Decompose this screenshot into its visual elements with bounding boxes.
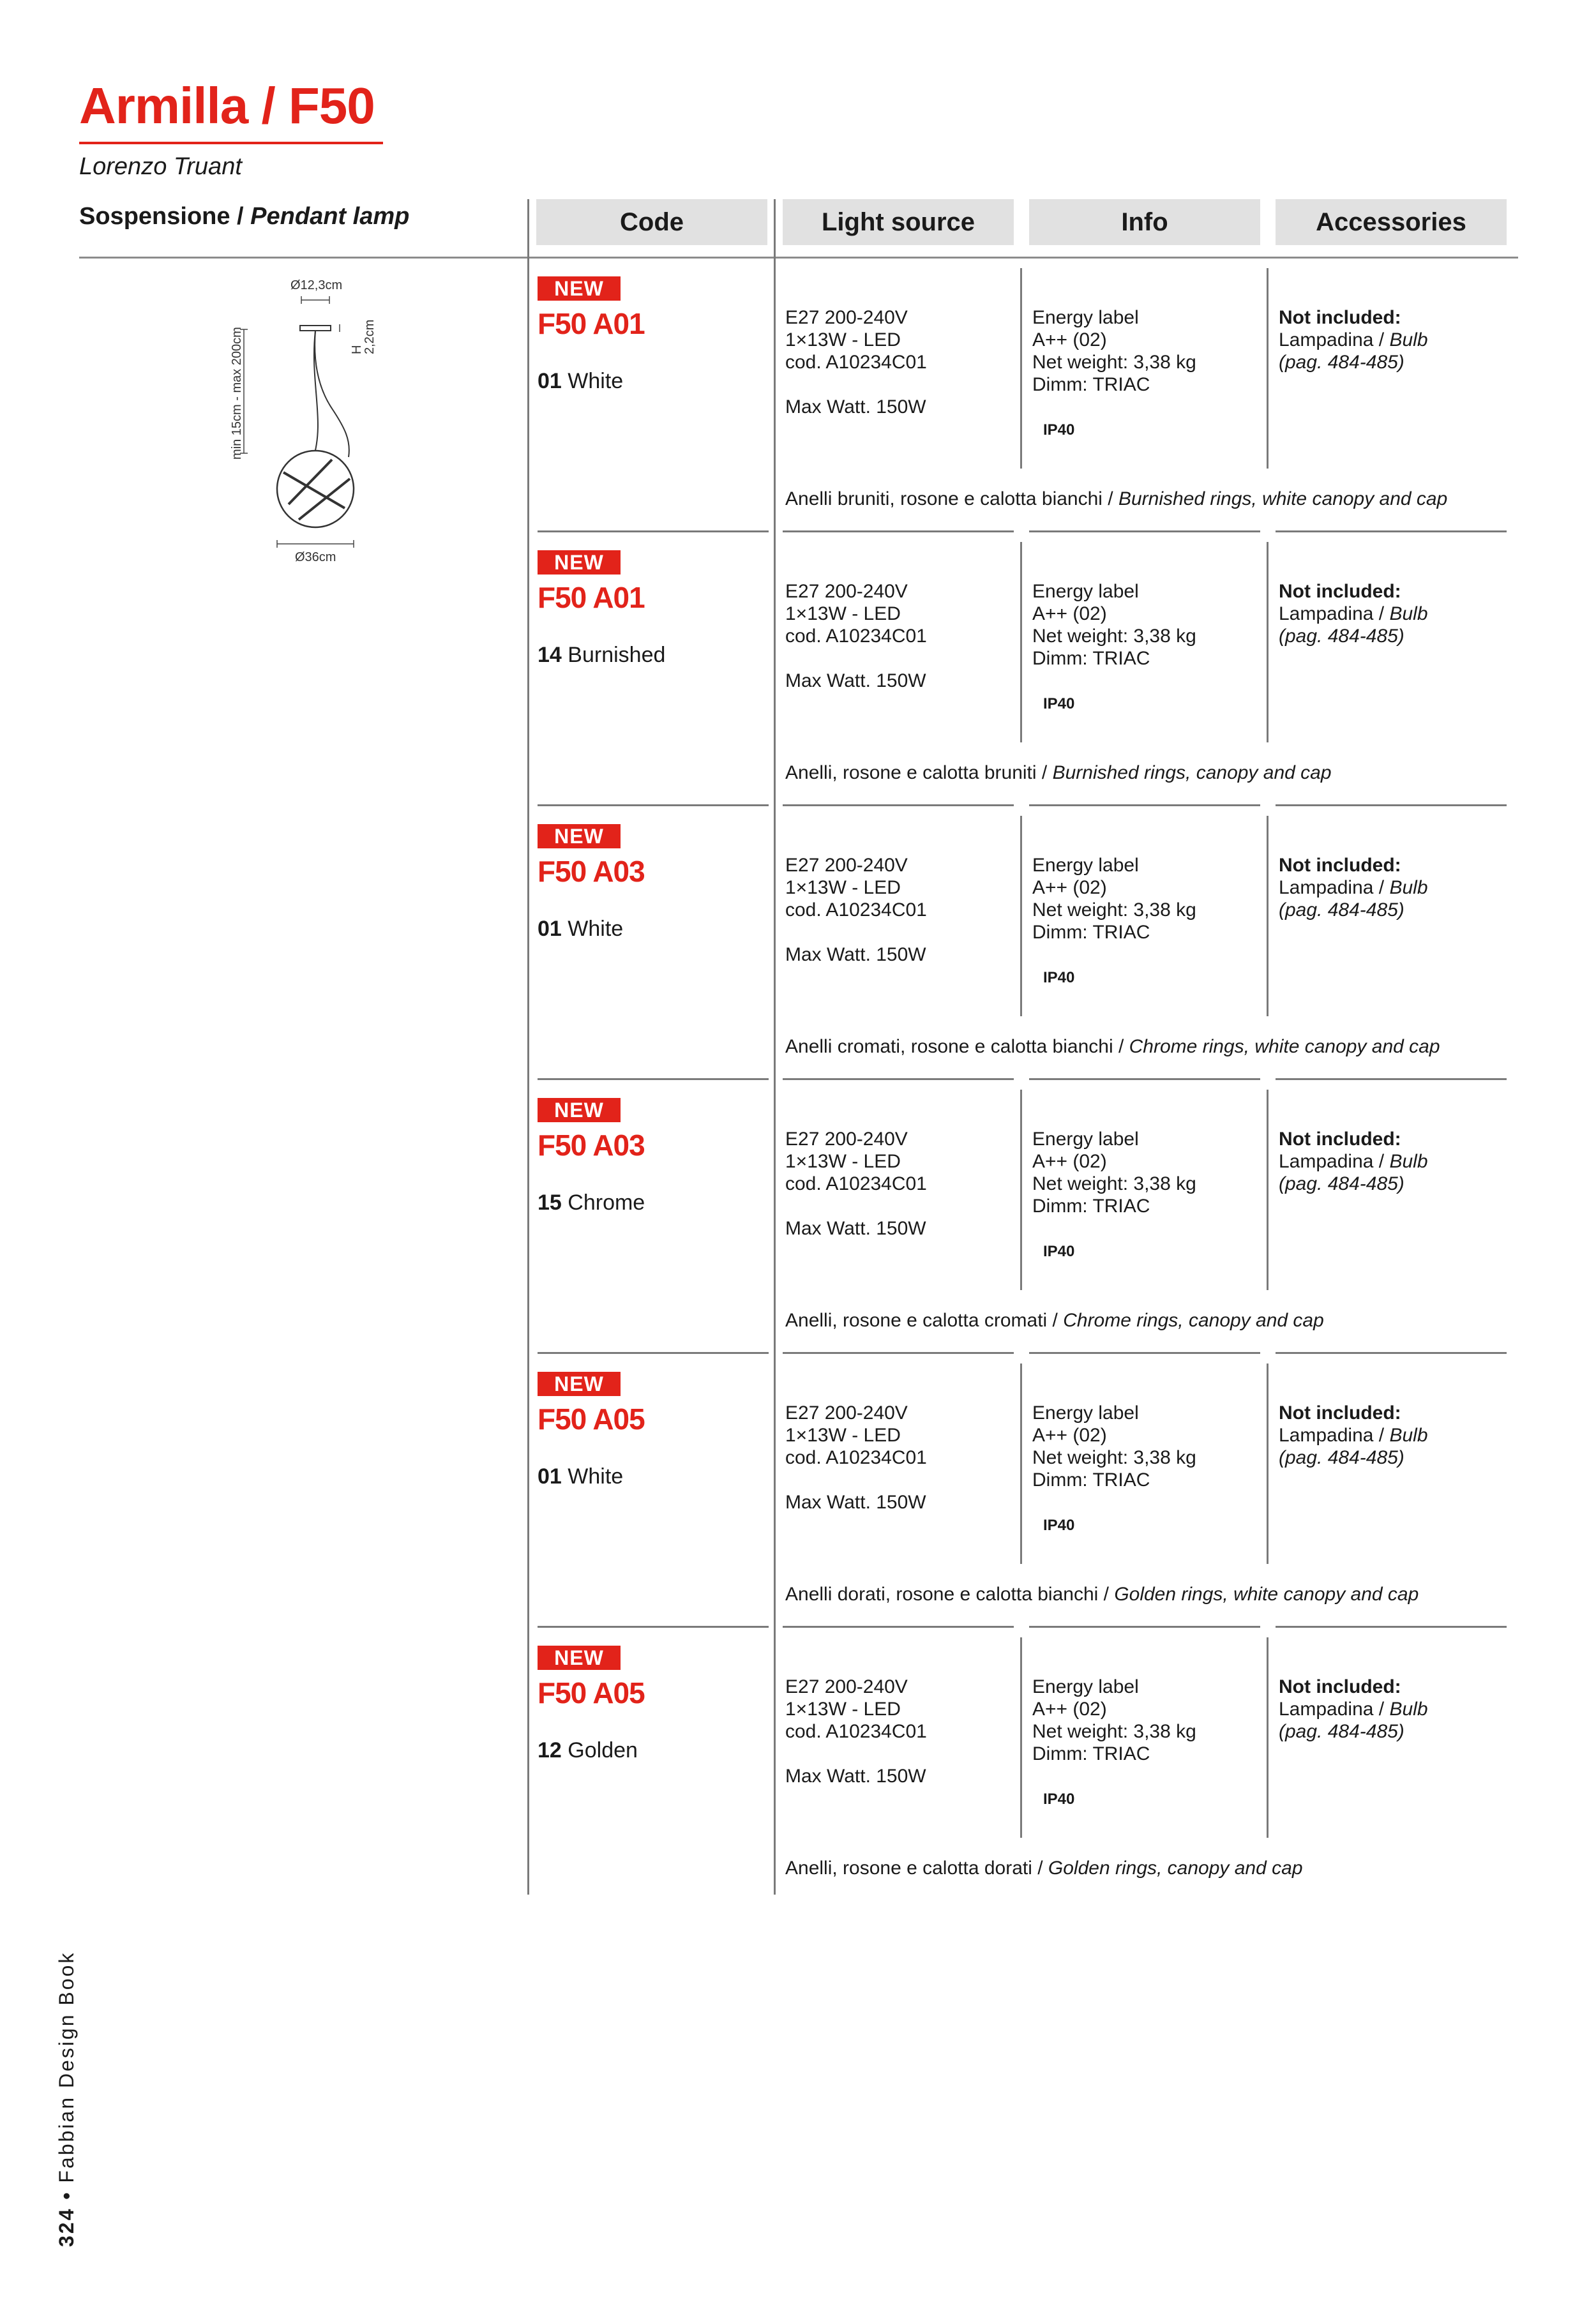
product-type-it: Sospensione /	[79, 203, 251, 230]
column-divider-3	[1020, 268, 1022, 469]
accessories-page: (pag. 484-485)	[1279, 1447, 1404, 1468]
new-badge: NEW	[538, 1646, 621, 1670]
finish	[538, 643, 665, 668]
finish-name: White	[568, 369, 624, 393]
row-separator	[783, 530, 1014, 532]
new-badge: NEW	[538, 276, 621, 301]
accessories-bulb-en: Bulb	[1389, 603, 1428, 624]
info-line: A++ (02)	[1032, 877, 1107, 898]
row-description	[785, 762, 1332, 784]
product-code: F50 A05	[538, 1402, 645, 1436]
light-source-line: E27 200-240V	[785, 307, 908, 328]
row-separator	[783, 1352, 1014, 1354]
info-line: A++ (02)	[1032, 1425, 1107, 1446]
finish-number: 01	[538, 369, 562, 393]
description-en: Burnished rings, canopy and cap	[1052, 762, 1332, 783]
light-source-line: cod. A10234C01	[785, 1447, 927, 1468]
row-description	[785, 1857, 1303, 1879]
row-separator	[1029, 1078, 1260, 1080]
light-source-line: 1×13W - LED	[785, 329, 901, 350]
title-underline	[79, 142, 383, 144]
finish	[538, 1738, 638, 1763]
ip-rating: IP40	[1043, 1791, 1075, 1808]
accessories-page: (pag. 484-485)	[1279, 1721, 1404, 1742]
row-separator	[1276, 1352, 1507, 1354]
column-divider-4	[1267, 268, 1269, 469]
info-line: Energy label	[1032, 1402, 1139, 1424]
row-separator	[783, 804, 1014, 806]
info-line: Dimm: TRIAC	[1032, 1469, 1150, 1491]
accessories-title: Not included:	[1279, 1676, 1401, 1697]
accessories-bulb-it: Lampadina /	[1279, 603, 1390, 624]
accessories-bulb-it: Lampadina /	[1279, 329, 1390, 350]
light-source-line: 1×13W - LED	[785, 1151, 901, 1172]
dim-sphere: Ø36cm	[295, 550, 336, 564]
light-source-line: E27 200-240V	[785, 855, 908, 876]
column-divider-3	[1020, 816, 1022, 1016]
accessories-bulb-en: Bulb	[1389, 1425, 1428, 1446]
accessories-bulb	[1279, 603, 1428, 625]
column-header-info: Info	[1029, 199, 1260, 245]
product-code: F50 A03	[538, 1129, 645, 1162]
product-code: F50 A05	[538, 1676, 645, 1709]
ip-rating: IP40	[1043, 1517, 1075, 1534]
accessories-page: (pag. 484-485)	[1279, 899, 1404, 920]
column-divider-3	[1020, 1090, 1022, 1290]
footer-bullet: •	[55, 2183, 78, 2207]
description-it: Anelli bruniti, rosone e calotta bianchi /	[785, 488, 1118, 509]
accessories-title: Not included:	[1279, 581, 1401, 602]
info-line: Net weight: 3,38 kg	[1032, 1173, 1196, 1194]
book-name: Fabbian Design Book	[55, 1951, 78, 2183]
light-source-line: E27 200-240V	[785, 1676, 908, 1697]
lamp-drawing	[217, 268, 409, 568]
light-source-line: E27 200-240V	[785, 1402, 908, 1424]
finish-name: Golden	[568, 1738, 638, 1762]
row-description	[785, 1035, 1440, 1058]
info-line: A++ (02)	[1032, 1151, 1107, 1172]
product-code: F50 A01	[538, 307, 645, 340]
info-line: Dimm: TRIAC	[1032, 1196, 1150, 1217]
light-source-line: 1×13W - LED	[785, 1425, 901, 1446]
accessories-title: Not included:	[1279, 307, 1401, 328]
accessories-title: Not included:	[1279, 1402, 1401, 1424]
row-separator	[783, 1078, 1014, 1080]
column-header-accessories: Accessories	[1276, 199, 1507, 245]
light-source-line: Max Watt. 150W	[785, 1492, 926, 1513]
new-badge: NEW	[538, 1098, 621, 1122]
column-header-light-source: Light source	[783, 199, 1014, 245]
finish-number: 01	[538, 1464, 562, 1489]
row-separator	[1029, 804, 1260, 806]
product-title: Armilla / F50	[79, 77, 375, 134]
product-code: F50 A01	[538, 581, 645, 614]
row-separator	[1276, 530, 1507, 532]
accessories-page: (pag. 484-485)	[1279, 352, 1404, 373]
description-it: Anelli, rosone e calotta cromati /	[785, 1310, 1064, 1331]
row-separator	[538, 530, 769, 532]
description-it: Anelli cromati, rosone e calotta bianchi /	[785, 1036, 1129, 1057]
light-source-line: Max Watt. 150W	[785, 1766, 926, 1787]
light-source-line: Max Watt. 150W	[785, 670, 926, 691]
row-separator	[538, 1626, 769, 1628]
row-separator	[538, 1078, 769, 1080]
accessories-bulb-it: Lampadina /	[1279, 1151, 1390, 1172]
light-source-line: cod. A10234C01	[785, 1173, 927, 1194]
light-source-line: cod. A10234C01	[785, 899, 927, 920]
finish-name: Chrome	[568, 1191, 645, 1215]
accessories-bulb-it: Lampadina /	[1279, 877, 1390, 898]
column-divider-1	[527, 199, 529, 1895]
dim-height: 2,2cm	[363, 319, 377, 354]
page-footer	[55, 1951, 79, 2247]
info-line: Energy label	[1032, 1676, 1139, 1697]
finish-number: 01	[538, 917, 562, 941]
lamp-drawing-svg	[217, 268, 409, 568]
header-rule	[79, 257, 1518, 259]
finish	[538, 369, 623, 394]
row-separator	[783, 1626, 1014, 1628]
column-divider-3	[1020, 542, 1022, 742]
info-line: A++ (02)	[1032, 1699, 1107, 1720]
column-divider-4	[1267, 1364, 1269, 1564]
info-line: Dimm: TRIAC	[1032, 374, 1150, 395]
accessories-bulb	[1279, 1698, 1428, 1720]
accessories-bulb-en: Bulb	[1389, 329, 1428, 350]
row-separator	[538, 804, 769, 806]
description-en: Burnished rings, white canopy and cap	[1118, 488, 1448, 509]
new-badge: NEW	[538, 824, 621, 848]
row-separator	[1029, 530, 1260, 532]
light-source-line: E27 200-240V	[785, 1129, 908, 1150]
accessories-bulb	[1279, 1150, 1428, 1173]
accessories-bulb-en: Bulb	[1389, 877, 1428, 898]
column-divider-4	[1267, 816, 1269, 1016]
column-divider-3	[1020, 1637, 1022, 1838]
finish-number: 12	[538, 1738, 562, 1762]
accessories-bulb-it: Lampadina /	[1279, 1425, 1390, 1446]
row-description	[785, 1583, 1419, 1605]
finish	[538, 917, 623, 942]
dim-canopy: Ø12,3cm	[290, 278, 343, 292]
accessories-title: Not included:	[1279, 1129, 1401, 1150]
info-line: Dimm: TRIAC	[1032, 922, 1150, 943]
ip-rating: IP40	[1043, 421, 1075, 439]
light-source-line: cod. A10234C01	[785, 1721, 927, 1742]
finish	[538, 1191, 645, 1215]
light-source-line: 1×13W - LED	[785, 877, 901, 898]
info-line: Energy label	[1032, 1129, 1139, 1150]
dim-height-symbol: H	[350, 345, 364, 354]
accessories-bulb	[1279, 1424, 1428, 1446]
dim-cable-length: min 15cm - max 200cm	[230, 327, 244, 460]
light-source-line: Max Watt. 150W	[785, 396, 926, 417]
column-divider-4	[1267, 542, 1269, 742]
light-source-line: Max Watt. 150W	[785, 944, 926, 965]
column-divider-2	[774, 199, 776, 1895]
accessories-page: (pag. 484-485)	[1279, 626, 1404, 647]
description-en: Golden rings, white canopy and cap	[1114, 1584, 1419, 1605]
description-it: Anelli dorati, rosone e calotta bianchi /	[785, 1584, 1115, 1605]
finish-name: White	[568, 917, 624, 941]
finish	[538, 1464, 623, 1489]
column-divider-4	[1267, 1637, 1269, 1838]
row-separator	[1029, 1626, 1260, 1628]
info-line: Net weight: 3,38 kg	[1032, 1721, 1196, 1742]
new-badge: NEW	[538, 550, 621, 575]
description-it: Anelli, rosone e calotta bruniti /	[785, 762, 1053, 783]
ip-rating: IP40	[1043, 969, 1075, 986]
row-separator	[1029, 1352, 1260, 1354]
info-line: A++ (02)	[1032, 603, 1107, 624]
accessories-title: Not included:	[1279, 855, 1401, 876]
info-line: Energy label	[1032, 855, 1139, 876]
accessories-bulb	[1279, 876, 1428, 899]
ip-rating: IP40	[1043, 1243, 1075, 1260]
info-line: Dimm: TRIAC	[1032, 648, 1150, 669]
info-line: Net weight: 3,38 kg	[1032, 899, 1196, 920]
new-badge: NEW	[538, 1372, 621, 1396]
accessories-page: (pag. 484-485)	[1279, 1173, 1404, 1194]
finish-number: 15	[538, 1191, 562, 1215]
product-type	[79, 203, 409, 230]
info-line: Net weight: 3,38 kg	[1032, 626, 1196, 647]
accessories-bulb-it: Lampadina /	[1279, 1699, 1390, 1720]
info-line: Energy label	[1032, 581, 1139, 602]
row-separator	[1276, 1626, 1507, 1628]
light-source-line: E27 200-240V	[785, 581, 908, 602]
info-line: Dimm: TRIAC	[1032, 1743, 1150, 1764]
column-divider-4	[1267, 1090, 1269, 1290]
description-it: Anelli, rosone e calotta dorati /	[785, 1858, 1048, 1879]
column-divider-3	[1020, 1364, 1022, 1564]
finish-number: 14	[538, 643, 562, 667]
product-type-en: Pendant lamp	[250, 203, 410, 230]
row-separator	[1276, 804, 1507, 806]
info-line: A++ (02)	[1032, 329, 1107, 350]
row-separator	[538, 1352, 769, 1354]
light-source-line: Max Watt. 150W	[785, 1218, 926, 1239]
description-en: Chrome rings, white canopy and cap	[1129, 1036, 1440, 1057]
light-source-line: 1×13W - LED	[785, 1699, 901, 1720]
accessories-bulb	[1279, 329, 1428, 351]
row-description	[785, 1309, 1324, 1332]
description-en: Chrome rings, canopy and cap	[1063, 1310, 1324, 1331]
column-header-code: Code	[536, 199, 767, 245]
light-source-line: 1×13W - LED	[785, 603, 901, 624]
finish-name: White	[568, 1464, 624, 1489]
ip-rating: IP40	[1043, 695, 1075, 712]
page-number: 324	[55, 2207, 78, 2247]
light-source-line: cod. A10234C01	[785, 352, 927, 373]
info-line: Energy label	[1032, 307, 1139, 328]
info-line: Net weight: 3,38 kg	[1032, 1447, 1196, 1468]
light-source-line: cod. A10234C01	[785, 626, 927, 647]
row-description	[785, 488, 1447, 510]
description-en: Golden rings, canopy and cap	[1048, 1858, 1303, 1879]
info-line: Net weight: 3,38 kg	[1032, 352, 1196, 373]
row-separator	[1276, 1078, 1507, 1080]
finish-name: Burnished	[568, 643, 666, 667]
accessories-bulb-en: Bulb	[1389, 1699, 1428, 1720]
accessories-bulb-en: Bulb	[1389, 1151, 1428, 1172]
designer-name: Lorenzo Truant	[79, 153, 242, 180]
product-code: F50 A03	[538, 855, 645, 888]
